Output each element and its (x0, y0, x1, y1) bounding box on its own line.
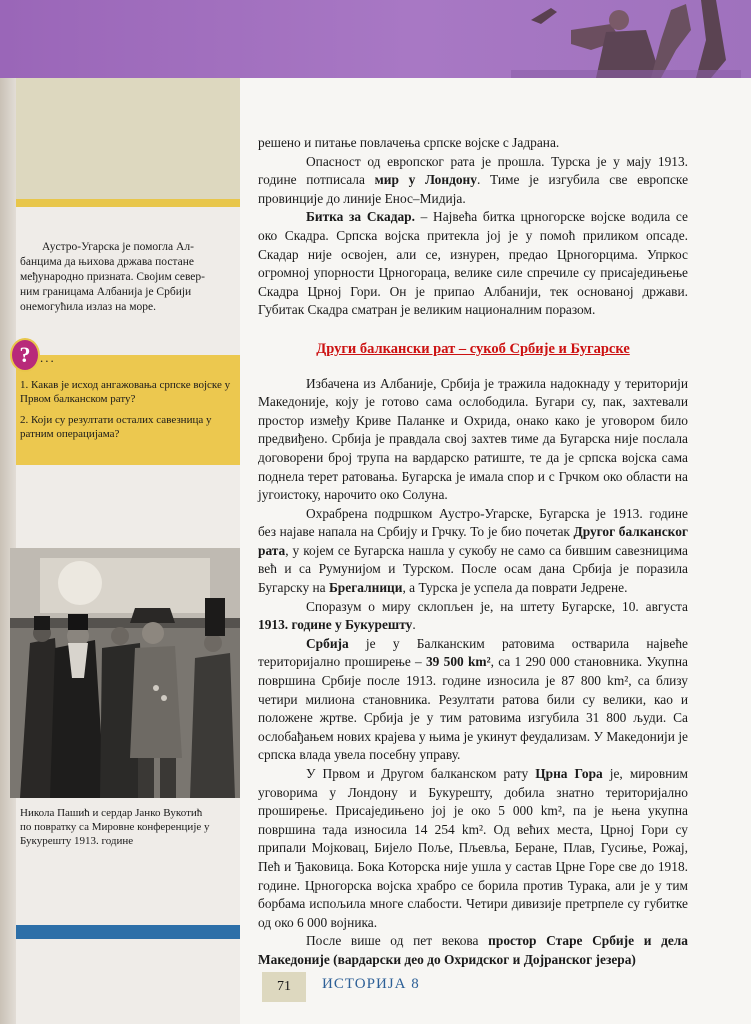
paragraph: Охрабрена подршком Аустро-Угарске, Бугарска је 1913. године без најаве напала на Србију и Грчку. То је био почетак Другог балканског рата, у којем се Бугарска нашла у сукобу не само са бившим савезницима већ и са Румунијом и Турском. После осам дана Србија је поразила Бугарску на Брегалници, а Турска је успела да поврати Једрене. (258, 505, 688, 596)
page-number: 71 (262, 972, 306, 1002)
paragraph: решено и питање повлачења српске војске с Јадрана. (258, 135, 560, 150)
paragraph: После више од пет векова простор Старе Србије и дела Македоније (вардарски део до Охридског и Дојранског језера) (258, 933, 688, 967)
sidebar-top-box (16, 78, 240, 206)
question-item: 2. Који су резултати осталих савезница у ратним операцијама? (20, 414, 212, 440)
sidebar-yellow-rule (16, 199, 240, 207)
photo-illustration (10, 548, 240, 798)
section-heading: Други балкански рат – сукоб Србије и Бугарске (316, 340, 630, 357)
paragraph: Избачена из Албаније, Србија је тражила надокнаду у територији Македоније, коју је готово сама ослободила. Бугари су, пак, захтевали простор између Криве Паланке и Охрида, онако како је уговором било предвиђено. Србија је правдала свој захтев тиме да Бугарска није послала договорени број трупа на вардарско ратиште, те да је српска војска сама поднела терет ратовања. Бугарска је имала спор и с Грчком око области на југоистоку, нарочито око Солуна. (258, 375, 688, 503)
paragraph: Споразум о миру склопљен је, на штету Бугарске, 10. августа 1913. године у Букурешту. (258, 598, 688, 633)
caption-line: Букурешту 1913. године (20, 835, 134, 847)
question-item: 1. Какав је исход ангажовања српске војске у Првом балканском рату? (20, 379, 231, 405)
caption-line: Аустро-Угарска је помогла Ал- (42, 241, 194, 253)
caption-line: Никола Пашић и сердар Јанко Вукотић (20, 807, 203, 819)
caption-line: по повратку са Мировне конференције у (20, 821, 210, 833)
caption-line: међународно призната. Својим север- (20, 271, 205, 283)
paragraph: Србија је у Балканским ратовима остварила највеће територијално проширење – 39 500 km², са 1 290 000 становника. Укупна површина Србије после 1913. године износила је 87 800 km², са близу четири милиона становника. Резултати ратова били су велики, као и положене жртве. Србија је у тим ратовима изгубила 31 800 људи. Са ослобађањем нових крајева у њима је укинут феудализам. У Македонији је српска влада увела посебну управу. (258, 635, 688, 763)
book-title: ИСТОРИЈА 8 (322, 976, 420, 992)
paragraph: Опасност од европског рата је прошла. Турска је у мају 1913. године потписала мир у Лондону. Тиме је изгубила све европске провинције до линије Енос–Мидија. (258, 153, 689, 206)
questions-list (20, 378, 232, 448)
sidebar-caption-albania (20, 240, 230, 315)
photo-caption (20, 806, 236, 848)
paragraph: Битка за Скадар. – Највећа битка црногорске војске водила се око Скадра. Српска војска притекла јој је у помоћ приликом опсаде. Скадар није освојен, али се, изнурен, предао Црногорцима. Упркос огромној упорности Црногораца, велике силе спречиле су присаједињење Скадра Црној Гори. Он је припао Албанији, тек основаној држави. Губитак Скадра сматран је великим националним поразом. (258, 209, 688, 318)
main-text (258, 134, 688, 970)
questions-dots: ... (40, 350, 56, 365)
sidebar-bottom-bar (16, 925, 240, 939)
warrior-figure-illustration (511, 0, 741, 78)
header-band (0, 0, 751, 78)
caption-line: ним границама Албанија је Србији (20, 286, 192, 298)
paragraph: У Првом и Другом балканском рату Црна Гора је, мировним уговорима у Лондону и Букурешту, добила знатно територијално проширење. Присаједињено јој је око 5 000 km², па је њена укупна површина тада износила 14 254 km². Од већих места, Црној Гори су припали Мојковац, Бијело Поље, Пљевља, Беране, Плав, Гусиње, Рожај, Пећ и Ђаковица. Бока Которска није ушла у састав Црне Горе све до 1918. године. Црногорска војска храбро се борила против Турака, али је у тим борбама испољила многе слабости. Четири дивизије претрпеле су губитке од око 6 000 војника. (258, 766, 688, 930)
caption-line: банцима да њихова држава постане (20, 256, 194, 268)
question-mark-icon: ? (10, 338, 40, 372)
historical-photo (10, 548, 240, 798)
caption-line: онемогућила излаз на море. (20, 301, 156, 313)
